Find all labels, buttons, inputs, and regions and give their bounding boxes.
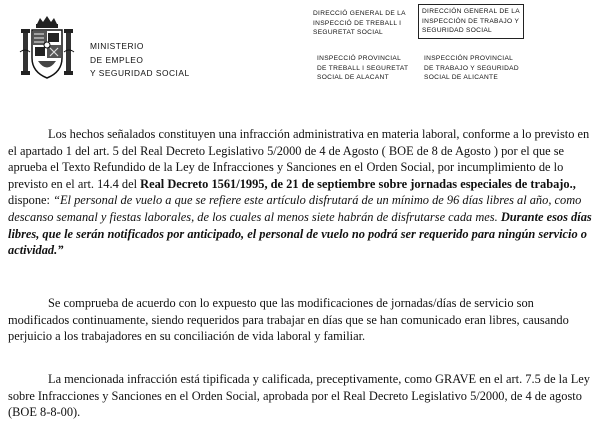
text-line bbox=[0, 192, 582, 209]
header-box-line: INSPECCIÓN DE TRABAJO Y bbox=[422, 17, 520, 25]
ministry-line-3: Y SEGURIDAD SOCIAL bbox=[90, 68, 190, 78]
quoted-text-bold: Durante esos días bbox=[500, 209, 592, 224]
header-box-line: INSPECCIÓ DE TREBALL I bbox=[313, 19, 402, 27]
text-line: libres, que le serán notificados por anticipado, el personal de vuelo no podrá ser requerido para ningún servicio o bbox=[8, 226, 587, 241]
text-line: perjuicio a los trabajadores en su conciliación de vida laboral y familiar. bbox=[8, 329, 366, 344]
header-box-line: DE TRABAJO Y SEGURIDAD bbox=[424, 64, 519, 72]
text-line bbox=[0, 176, 576, 193]
text-line: sobre Infracciones y Sanciones en el Orden Social, aprobada por el Real Decreto Legislativo 5/2000, de 4 de agosto bbox=[8, 388, 582, 403]
header-box-line: INSPECCIÓN PROVINCIAL bbox=[424, 55, 514, 62]
text-line: (BOE 8-8-00). bbox=[8, 405, 81, 420]
text-line bbox=[0, 209, 592, 226]
quoted-text: descanso semanal y fiestas laborales, de los cuales al menos siete habrán de disfrutarse cada mes. bbox=[8, 209, 501, 224]
text-segment: previsto en el art. 14.4 del bbox=[8, 176, 141, 191]
text-segment: dispone: bbox=[8, 193, 54, 208]
text-line: modificados continuamente, siendo requeridos para trabajar en días que se han comunicado eran libres, causando bbox=[8, 312, 569, 327]
header-box-line: DE TREBALL I SEGURETAT bbox=[317, 64, 409, 72]
text-line: aprueba el Texto Refundido de la Ley de Infracciones y Sanciones en el Orden Social, por incumplimiento de lo bbox=[8, 160, 564, 175]
paragraph-2 bbox=[0, 295, 569, 345]
header-box-line: SEGURETAT SOCIAL bbox=[313, 29, 384, 37]
paragraph-3 bbox=[0, 371, 590, 421]
header-box-line: SEGURIDAD SOCIAL bbox=[422, 27, 493, 35]
ministry-line-2: DE EMPLEO bbox=[90, 54, 144, 65]
header-box-line: SOCIAL DE ALICANTE bbox=[424, 74, 499, 82]
text-line: La mencionada infracción está tipificada y calificada, preceptivamente, como GRAVE en el art. 7.5 de la Ley bbox=[48, 372, 590, 386]
ministry-line-1: MINISTERIO bbox=[90, 41, 144, 51]
header-box-line: SOCIAL DE ALACANT bbox=[317, 74, 389, 82]
coat-of-arms-logo bbox=[18, 14, 76, 86]
text-line: el apartado 1 del art. 5 del Real Decreto Legislativo 5/2000 de 4 de Agosto ( BOE de 8 de Agosto ) por el que se bbox=[8, 143, 565, 158]
header-box-bottom-left bbox=[317, 54, 408, 83]
header-box-line: DIRECCIÓN GENERAL DE LA bbox=[422, 8, 520, 15]
paragraph-1 bbox=[0, 126, 592, 259]
header-box-line: INSPECCIÓ PROVINCIAL bbox=[317, 55, 402, 62]
decree-reference: Real Decreto 1561/1995, de 21 de septiembre sobre jornadas especiales de trabajo., bbox=[140, 176, 576, 191]
text-line: Los hechos señalados constituyen una infracción administrativa en materia laboral, conforme a lo previsto en bbox=[48, 127, 590, 141]
header-box-line: DIRECCIÓ GENERAL DE LA bbox=[313, 10, 406, 17]
text-line: actividad.” bbox=[8, 243, 64, 258]
text-line: Se comprueba de acuerdo con lo expuesto que las modificaciones de jornadas/días de servicio son bbox=[48, 296, 534, 310]
header-box-top-left bbox=[313, 9, 406, 38]
ministry-name bbox=[90, 40, 190, 81]
quoted-text: “El personal de vuelo a que se refiere este artículo disfrutará de un mínimo de 96 días libres al año, como bbox=[53, 193, 582, 208]
header-box-top-right bbox=[418, 4, 524, 39]
header-box-bottom-right bbox=[424, 54, 519, 83]
